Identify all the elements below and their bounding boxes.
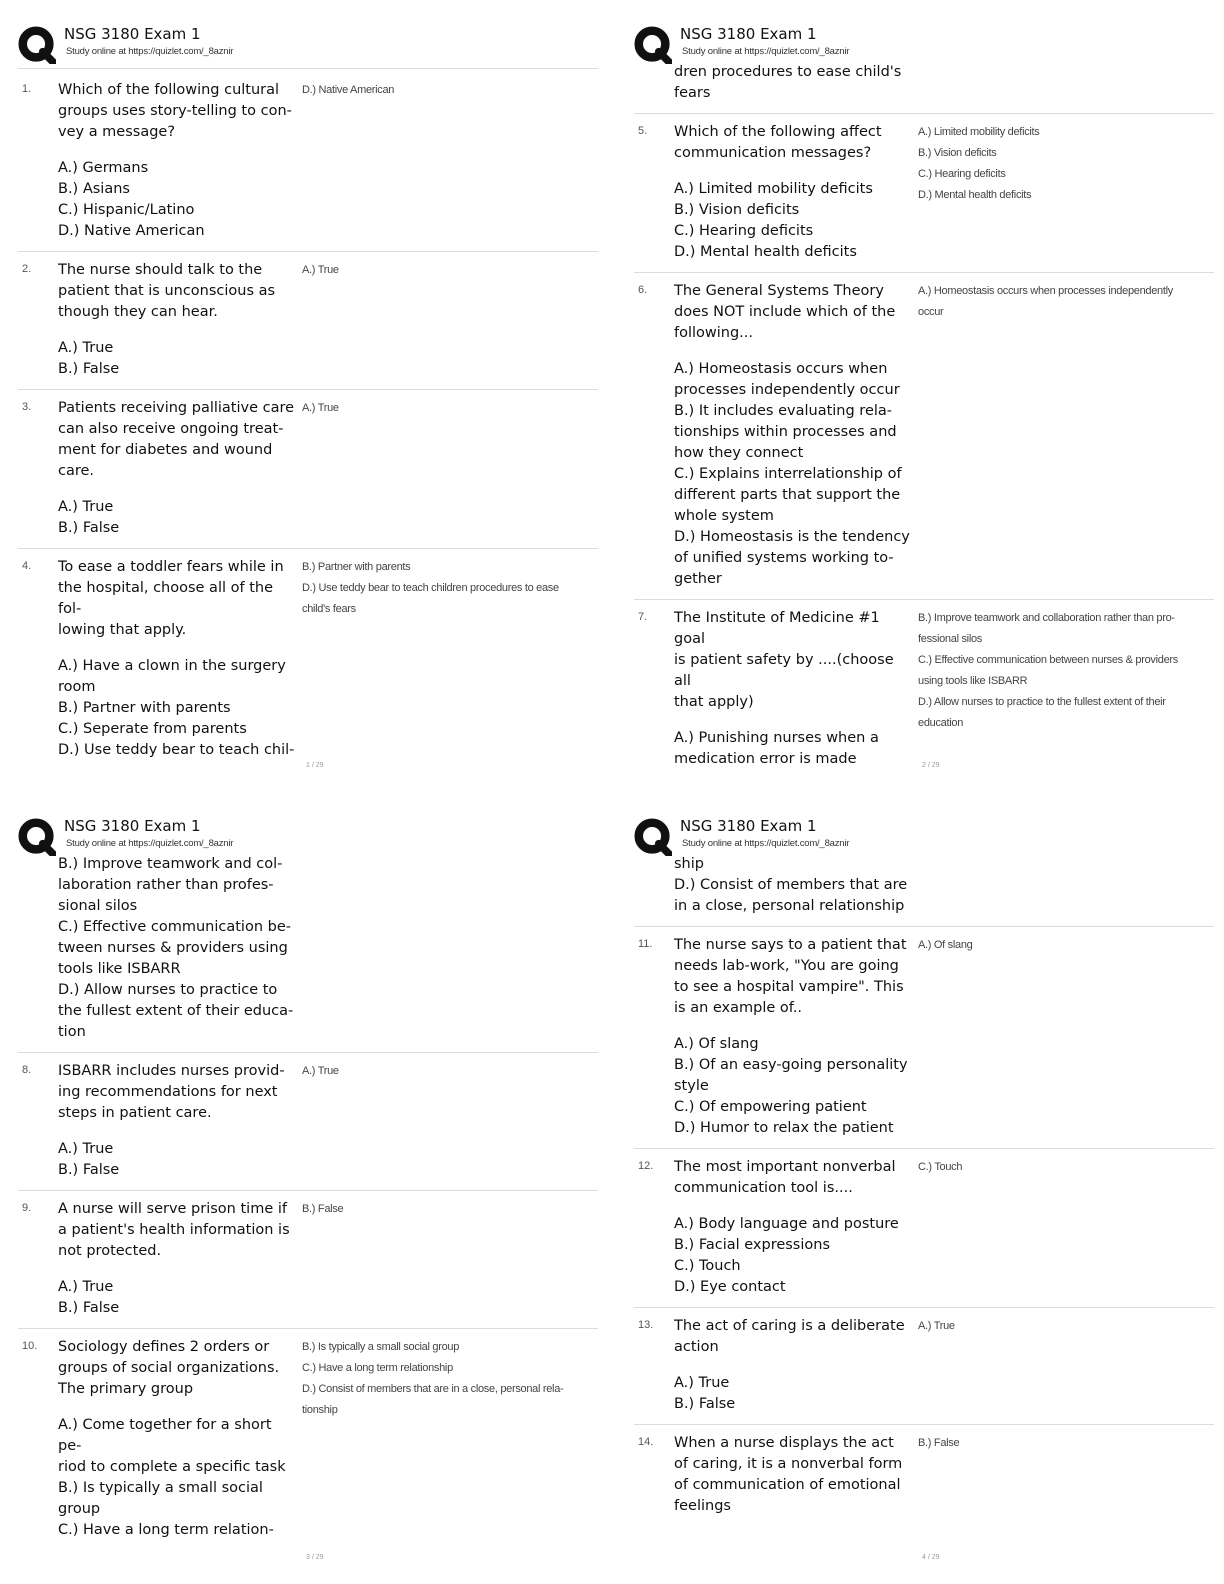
question-options: A.) True B.) False [58, 499, 120, 536]
question-list [18, 72, 598, 770]
question-number: 12. [638, 1160, 654, 1172]
page-number: 3 / 29 [306, 1554, 324, 1561]
question-text: A nurse will serve prison time if a patient's health information is not protected. [58, 1201, 290, 1259]
question-number: 7. [638, 611, 648, 623]
page-header [634, 22, 1214, 64]
answer-text: A.) True [302, 1065, 339, 1077]
page-title: NSG 3180 Exam 1 [680, 25, 817, 43]
answer-text: C.) Touch [918, 1161, 963, 1173]
continued-text: ship D.) Consist of members that are in a close, personal relationship [674, 856, 908, 914]
answer-text: B.) Partner with parents D.) Use teddy bear to teach children procedures to ease child's fears [302, 561, 559, 615]
question-number: 3. [22, 401, 32, 413]
question-number: 5. [638, 125, 648, 137]
question-card [634, 1308, 1214, 1425]
question-text: The nurse should talk to the patient that is unconscious as though they can hear. [58, 262, 276, 320]
question-number: 2. [22, 263, 32, 275]
page-header [18, 22, 598, 64]
question-card [18, 1329, 598, 1550]
answer-text: B.) False [302, 1203, 344, 1215]
question-number: 1. [22, 83, 32, 95]
answer-text: A.) True [302, 264, 339, 276]
page-header [634, 814, 1214, 856]
question-text: When a nurse displays the act of caring, it is a nonverbal form of communication of emotional feelings [674, 1435, 903, 1514]
question-options: A.) True B.) False [58, 1279, 120, 1316]
answer-text: D.) Native American [302, 84, 395, 96]
question-number: 4. [22, 560, 32, 572]
question-options: A.) Homeostasis occurs when processes independently occur B.) It includes evaluating rela- tionships within processes and how they connect C.) Explains interrelationship of different parts that support the whole system D.) Homeostasis is the tendency of unified systems working to- gether [674, 361, 910, 587]
question-card [634, 1149, 1214, 1308]
question-card [18, 252, 598, 390]
answer-text: A.) True [918, 1320, 955, 1332]
question-card-continued [634, 62, 1214, 114]
quizlet-logo-icon [18, 818, 56, 856]
question-text: The act of caring is a deliberate action [674, 1318, 905, 1355]
question-options: A.) True B.) False [58, 340, 120, 377]
page-panel-3 [18, 814, 598, 1574]
question-number: 10. [22, 1340, 38, 1352]
question-text: ISBARR includes nurses provid- ing recommendations for next steps in patient care. [58, 1063, 285, 1121]
answer-text: A.) Homeostasis occurs when processes independently occur [918, 285, 1173, 318]
page-panel-4 [634, 814, 1214, 1574]
question-card [634, 114, 1214, 273]
question-card [18, 1053, 598, 1191]
page-number: 1 / 29 [306, 762, 324, 769]
answer-text: B.) Is typically a small social group C.) Have a long term relationship D.) Consist of members that are in a close, personal rela- tionship [302, 1341, 564, 1416]
answer-text: A.) True [302, 402, 339, 414]
question-number: 14. [638, 1436, 654, 1448]
continued-text: dren procedures to ease child's fears [674, 64, 902, 101]
answer-text: A.) Limited mobility deficits B.) Vision deficits C.) Hearing deficits D.) Mental health deficits [918, 126, 1040, 201]
question-text: Sociology defines 2 orders or groups of social organizations. The primary group [58, 1339, 280, 1397]
question-text: Patients receiving palliative care can also receive ongoing treat- ment for diabetes and wound care. [58, 400, 295, 479]
question-options: A.) Limited mobility deficits B.) Vision deficits C.) Hearing deficits D.) Mental health deficits [674, 181, 873, 260]
question-number: 9. [22, 1202, 32, 1214]
quizlet-logo-icon [634, 26, 672, 64]
question-card [18, 72, 598, 252]
page-header [18, 814, 598, 856]
question-number: 6. [638, 284, 648, 296]
question-options: A.) Have a clown in the surgery room B.) Partner with parents C.) Seperate from parents D.) Use teddy bear to teach chil- [58, 658, 295, 758]
quizlet-logo-icon [18, 26, 56, 64]
study-link[interactable]: Study online at https://quizlet.com/_8aznir [682, 46, 850, 57]
question-text: The most important nonverbal communication tool is.... [674, 1159, 896, 1196]
question-card [634, 600, 1214, 779]
question-card [634, 1425, 1214, 1526]
page-panel-2 [634, 22, 1214, 782]
question-card [634, 927, 1214, 1149]
page-number: 4 / 29 [922, 1554, 940, 1561]
divider [18, 68, 598, 69]
quizlet-logo-icon [634, 818, 672, 856]
question-options: A.) Body language and posture B.) Facial expressions C.) Touch D.) Eye contact [674, 1216, 899, 1295]
question-card [18, 549, 598, 770]
answer-text: B.) Improve teamwork and collaboration rather than pro- fessional silos C.) Effective communication between nurses & providers using tools like ISBARR D.) Allow nurses to practice to the fullest extent of their education [918, 612, 1178, 729]
question-number: 11. [638, 938, 653, 950]
continued-text: B.) Improve teamwork and col- laboration rather than profes- sional silos C.) Effective communication be- tween nurses & providers using tools like ISBARR D.) Allow nurses to practice to the fullest extent of their educa- tion [58, 856, 294, 1040]
page-title: NSG 3180 Exam 1 [64, 817, 201, 835]
question-options: A.) Of slang B.) Of an easy-going personality style C.) Of empowering patient D.) Humor to relax the patient [674, 1036, 908, 1136]
question-card [18, 1191, 598, 1329]
question-text: The nurse says to a patient that needs lab-work, "You are going to see a hospital vampire". This is an example of.. [674, 937, 907, 1016]
question-number: 8. [22, 1064, 32, 1076]
study-link[interactable]: Study online at https://quizlet.com/_8aznir [682, 838, 850, 849]
page-title: NSG 3180 Exam 1 [64, 25, 201, 43]
answer-text: B.) False [918, 1437, 960, 1449]
study-link[interactable]: Study online at https://quizlet.com/_8aznir [66, 838, 234, 849]
question-options: A.) Punishing nurses when a medication error is made [674, 730, 879, 767]
question-options: A.) True B.) False [674, 1375, 736, 1412]
question-list [634, 854, 1214, 1526]
question-number: 13. [638, 1319, 654, 1331]
question-options: A.) Germans B.) Asians C.) Hispanic/Latino D.) Native American [58, 160, 205, 239]
page-panel-1 [18, 22, 598, 782]
question-text: The General Systems Theory does NOT include which of the following... [674, 283, 896, 341]
question-card [18, 390, 598, 549]
page-number: 2 / 29 [922, 762, 940, 769]
question-text: Which of the following affect communication messages? [674, 124, 882, 161]
question-card [634, 273, 1214, 600]
question-card-continued [18, 854, 598, 1053]
question-card-continued [634, 854, 1214, 927]
question-options: A.) Come together for a short pe- riod to complete a specific task B.) Is typically a small social group C.) Have a long term relation- [58, 1417, 286, 1538]
page-title: NSG 3180 Exam 1 [680, 817, 817, 835]
question-list [18, 854, 598, 1550]
answer-text: A.) Of slang [918, 939, 973, 951]
study-link[interactable]: Study online at https://quizlet.com/_8aznir [66, 46, 234, 57]
question-list [634, 62, 1214, 779]
question-text: The Institute of Medicine #1 goal is patient safety by ....(choose all that apply) [674, 610, 894, 710]
question-text: Which of the following cultural groups uses story-telling to con- vey a message? [58, 82, 292, 140]
question-text: To ease a toddler fears while in the hospital, choose all of the fol- lowing that apply. [58, 559, 284, 638]
question-options: A.) True B.) False [58, 1141, 120, 1178]
